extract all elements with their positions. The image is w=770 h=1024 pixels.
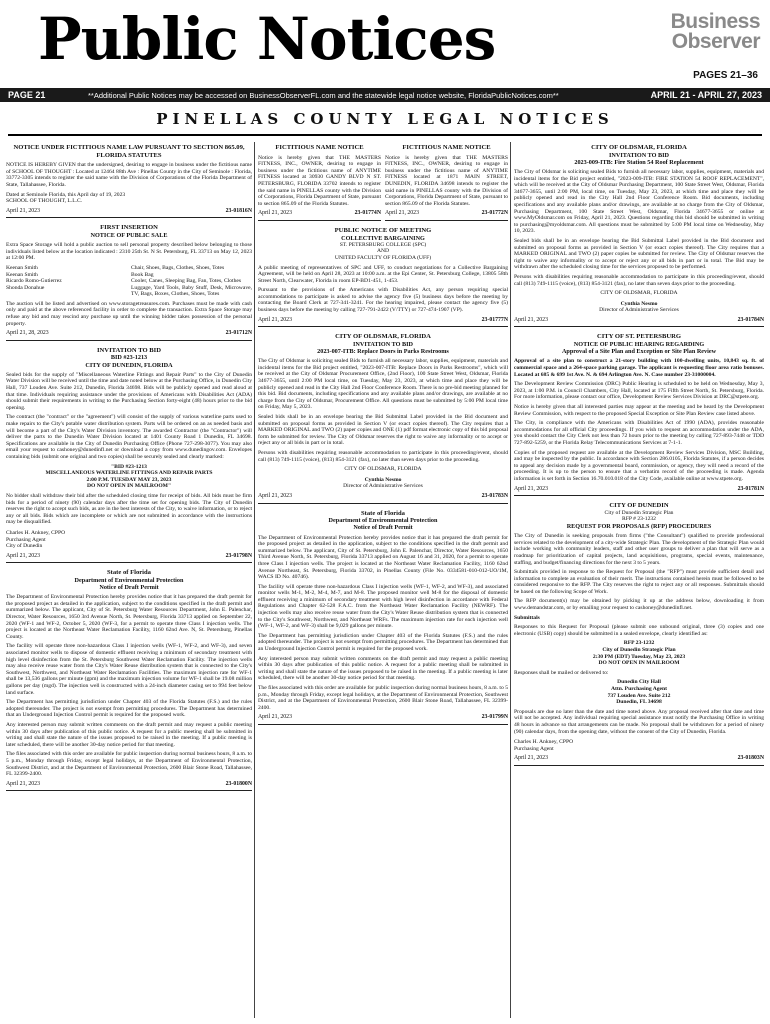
notice-footer xyxy=(6,330,252,337)
notice-heading: INVITATION TO BID xyxy=(96,346,161,354)
notice-subheading: INVITATION TO BID xyxy=(608,151,670,159)
notice-party: AND xyxy=(376,248,390,255)
notice-date: April 21, 2023 xyxy=(514,485,548,492)
signer-title: Director of Administrative Services xyxy=(599,307,679,314)
column-2 xyxy=(258,142,508,1018)
notice-party: ST. PETERSBURG COLLEGE (SPC) xyxy=(339,241,427,248)
notice-footer xyxy=(6,553,252,560)
column-1 xyxy=(6,142,252,1018)
notice-subheading: CITY OF DUNEDIN, FLORIDA xyxy=(85,361,173,369)
sale-name: Ricardo Romo-Gutierrez xyxy=(6,278,62,285)
notice-date: April 21, 2023 xyxy=(6,207,40,214)
notice-heading: CITY OF OLDSMAR, FLORIDA xyxy=(335,333,431,341)
notice-footer xyxy=(258,714,508,721)
sale-name: Keenan Smith xyxy=(6,271,38,278)
website-note: **Additional Public Notices may be accessed on BusinessObserverFL.com and the statewide legal notice website, FloridaPublicNotices.com** xyxy=(88,91,559,100)
notice-subheading: Department of Environmental Protection xyxy=(328,517,438,525)
notice-draft-permit xyxy=(258,508,508,725)
bid-line: 2:00 P.M. TUESDAY MAY 23, 2023 xyxy=(86,476,172,483)
notice-body: NOTICE IS HEREBY GIVEN that the undersigned, desiring to engage in business under the fictitious name of SCHOOL OF THOUGHT : Located at 12464 88th Ave : Pinellas County in the City of Seminole : Florida, 33772-3305 intends to register the said name with the Division of Corporations of the Florida Department of State, Tallahassee, Florida. xyxy=(6,162,252,188)
notice-date: April 21, 2023 xyxy=(6,552,40,559)
notice-footer xyxy=(6,208,252,215)
sale-item: Book Bag xyxy=(131,271,154,278)
notice-oldsmar-itb-doors xyxy=(258,331,508,503)
notice-body: Pursuant to the provisions of the Americans with Disabilities Act, any person requiring special accommodations to participate is asked to advise the agency five (5) business days before the meeting by contacting the Board Clerk at 727-341-3241. For the hearing impaired, please contact the agency five (5) business days before the meeting by calling 727-791-2422 (V/TTY) or 727-474-1907 (VP). xyxy=(258,287,508,314)
sale-name: Keenan Smith xyxy=(6,264,38,271)
bid-label xyxy=(6,464,252,490)
bid-line: DO NOT OPEN IN MAILROOM" xyxy=(86,483,172,490)
business-observer-logo xyxy=(671,12,760,52)
notice-body: The City, in compliance with the Americans with Disabilities Act of 1990 (ADA), provides reasonable accommodations for all official City proceedings. If you wish to request an accommodation under the ADA, you should contact the City Clerk not less than 72 hours prior to the meeting by calling 727-893-7448 or TDD 727-892-5259, or the Florida Relay Telecommunications Services at 7-1-1. xyxy=(514,420,764,446)
notice-date: April 21, 2023 xyxy=(6,780,40,787)
notice-body: Responses to this Request for Proposal (please submit one unbound original, three (3) copies and one electronic (USB) copy) should be submitted in a sealed envelope, clearly identified as: xyxy=(514,624,764,637)
logo-line-1: Business xyxy=(670,10,760,33)
signer-title: Director of Administrative Services xyxy=(343,483,423,490)
notice-body: The facility will operate three non-hazardous Class I injection wells (WF-1, WF-2, and WF-3), and associated monitor wells M-1, M-2, M-4, M-7, and M-8. The proposed monitor well M-8 for the disposal of domestic effluent receiving a minimum of secondary treatment with high level disinfection in accordance with Federal Regulations and Chapter 62-528 F.A.C. from the Northeast Water Reclamation Facility (NEWRF). The injection wells may also receive reuse water from the City's Water Reuse distribution system that is connected to the City's Southwest, Northwest, and Northeast WRFs. The maximum injection rate for each injection well (WF-1, WF-2, and WF-3) shall be 9,029 gallons per minute. xyxy=(258,583,508,630)
notice-heading: State of Florida xyxy=(361,509,405,517)
notice-date: April 21, 2023 xyxy=(514,316,548,323)
rfp-line: City of Dunedin Strategic Plan xyxy=(602,647,676,654)
notice-subheading: INVITATION TO BID xyxy=(352,340,414,348)
notice-body: Sealed bids shall be in an envelope bearing the Bid Submittal Label provided in the Bid document and submitted on proposal forms as provided in Section V (or exact copies thereof). The City requires that a MARKED ORIGINAL and TWO (2) paper copies be submitted for review. The City of Oldsmar reserves the right to waive any informality or to accept or reject any or all bids in part or in total. The Bid may be withdrawn after the scheduled closing time for the services proposed to be performed. xyxy=(514,237,764,271)
signer-org: City of Dunedin xyxy=(6,543,43,550)
notice-heading: FIRST INSERTION xyxy=(100,224,158,232)
notice-footer xyxy=(258,210,381,217)
sale-item: Chair, Shoes, Bags, Clothes, Shoes, Totes xyxy=(131,264,225,271)
sale-item: Cooler, Canes, Sleeping Bag, Fan, Totes, Clothes xyxy=(131,278,242,285)
notice-body: The Department of Environmental Protection hereby provides notice that it has prepared the draft permit for the proposed project as detailed in the application, subject to the conditions specified in the draft permit and summarized below. The applicant, City of St. Petersburg Water Resources Department, John E. Palenchar, Director, Water Resources, 1650 3rd Avenue North, St. Petersburg, Florida 33713 applied on September 22, 2020 (WF-1 and WF-2, October 5, 2020 (WF-3, for a permit to operate three Class I injection wells. The project is located at the Northeast Water Reclamation Facility, 1160 62nd Ave. N, St. Petersburg, Pinellas County. xyxy=(6,594,252,640)
notice-footer xyxy=(258,317,508,324)
notice-body: Responses shall be mailed or delivered to: xyxy=(514,669,609,676)
notice-heading: CITY OF DUNEDIN xyxy=(609,502,669,510)
notice-subheading: BID #23-1213 xyxy=(110,354,148,362)
notice-subheading: Notice of Draft Permit xyxy=(353,524,413,532)
notice-body: Notice is hereby given that THE MASTERS FITNESS, INC., OWNER, desiring to engage in business under the fictitious name of ANYTIME FITNESS located at 1871 MAIN STREET, DUNEDIN, FLORIDA 34698 intends to register the said name in PINELLAS county with the Division of Corporations, Florida Department of State, pursuant to section 865.09 of the Florida Statutes. xyxy=(385,154,508,207)
notice-subheading: Notice of Draft Permit xyxy=(99,584,159,592)
fictitious-name-pair xyxy=(258,142,508,225)
notice-subheading: NOTICE OF PUBLIC HEARING REGARDING xyxy=(573,341,705,349)
notice-code: 23-01772N xyxy=(481,210,508,217)
notice-body: Sealed bids for the supply of "Miscellaneous Waterline Fittings and Repair Parts" to the City of Dunedin Water Division will be received until the time and date noted below at the Purchasing Office, in Dunedin City Hall, 737 Louden Ave. Suite 212, Dunedin, Florida 34698. Bids will be publicly opened and read aloud at that time. Individuals requiring assistance under the provisions of Americans with Disabilities Act (ADA) should submit their requirements in writing to the Purchasing Section forty-eight (48) hours prior to the bid opening. xyxy=(6,371,252,411)
notice-heading: NOTICE UNDER FICTITIOUS NAME LAW PURSUANT TO SECTION 865.09, FLORIDA STATUTES xyxy=(13,144,245,159)
notice-date: April 21, 2023 xyxy=(385,210,419,217)
notice-fictitious-name xyxy=(258,142,381,221)
notice-invitation-to-bid-dunedin xyxy=(6,345,252,563)
notice-code: 23-01712N xyxy=(225,330,252,337)
notice-body: A public meeting of representatives of SPC and UFF, to conduct negotiations for a Collective Bargaining Agreement, will be held on April 28, 2023 at 10:00 a.m. at the Epi Center, St. Petersburg College, 13805 58th Street North, Clearwater, Florida in room EP-BD1-451, 1-453. xyxy=(258,264,508,284)
info-bar xyxy=(0,88,770,102)
notice-dunedin-rfp xyxy=(514,500,764,766)
section-divider xyxy=(8,134,762,136)
notice-date: April 21, 2023 xyxy=(258,210,292,217)
logo-line-2: Observer xyxy=(671,30,760,53)
notice-subheading: NOTICE OF PUBLIC SALE xyxy=(90,231,168,239)
notice-subheading: City of Dunedin Strategic Plan xyxy=(604,509,674,516)
notice-body: The City of Oldsmar is soliciting sealed Bids to furnish all necessary labor, supplies, equipment, materials and incidental items for the Bid project entitled, "2023-007-ITB: Replace Doors in Parks Restrooms", which will be received at the City of Oldsmar Procurement Office, (2nd Floor), 100 State Street West, Oldsmar, Florida 34677-3655, until 2:00 PM local time, on Tuesday, May 23, 2023, at which time and place they will be publicly opened and read in the City Hall 2nd Floor Conference Room. There is no pre-bid meeting planned for this bid. Bid documents, including specifications and any available plans and/or drawings, are available at no charge from the City of Oldsmar, Procurement Office. All questions must be submitted by 5:00 PM local time on Friday, May 5, 2023. xyxy=(258,358,508,411)
notice-body: Sealed bids shall be in an envelope bearing the Bid Submittal Label provided in the Bid document and submitted on proposal forms as provided in Section V (or exact copies thereof). The City requires that a MARKED ORIGINAL and TWO (2) paper copies and ONE (1) pdf format electronic copy of this bid proposal form be submitted for review. The City of Oldsmar reserves the right to waive any informality or to accept or reject any or all bids in part or in total. xyxy=(258,414,508,447)
notice-public-meeting xyxy=(258,225,508,327)
notice-fictitious-name xyxy=(385,142,508,221)
notice-heading: PUBLIC NOTICE OF MEETING xyxy=(334,226,432,234)
notice-footer xyxy=(514,755,764,762)
notice-footer xyxy=(385,210,508,217)
notice-subheading: REQUEST FOR PROPOSALS (RFP) PROCEDURES xyxy=(566,522,712,530)
notice-footer xyxy=(514,486,764,493)
notice-body: Any interested person may submit written comments on the draft permit and may request a public meeting within 30 days after publication of this public notice. A request for a public meeting shall be submitted in writing and shall state the nature of the issues proposed to be raised in the meeting. If a public meeting is later scheduled, there will be another 30-day notice period for that meeting. xyxy=(6,721,252,748)
signer-name: Cynthia Nesmo xyxy=(620,300,658,307)
sale-item: Luggage, Yard Tools, Baby Stuff, Desk, Microwave, TV, Bags, Boxes, Clothes, Shoes, Totes xyxy=(131,284,252,298)
notice-body: No bidder shall withdraw their bid after the scheduled closing time for receipt of bids. All bids must be firm bids for a period of ninety (90) calendar days after the time set for opening bids. The City of Dunedin reserves the right to accept such bids, as are in the best interests of the City, to waive information, or to reject any or all bids. Bids which are incomplete or which are not submitted in accordance with the instructions may be disqualified. xyxy=(6,492,252,526)
notice-body: Notice is hereby given that all interested parties may appear at the meeting and be heard by the Development Review Commission, with respect to the proposed Special Exception or Site Plan Review case listed above. xyxy=(514,404,764,417)
notice-footer xyxy=(258,493,508,500)
notice-body: The RFP document(s) may be obtained by picking it up at the address below, downloading it from www.demandstar.com, or by emailing your request to cashoney@dunedinfl.net. xyxy=(514,598,764,612)
notice-heading: FICTITIOUS NAME NOTICE xyxy=(275,144,364,151)
notice-footer xyxy=(514,317,764,324)
notice-body: The Department has permitting jurisdiction under Chapter 403 of the Florida Statutes (F.S.) and the rules adopted thereunder. The project is not exempt from permitting procedures. The Department has determined that an Underground Injection Control permit is required for the proposed work. xyxy=(258,632,508,653)
notice-body: Persons with disabilities requiring reasonable accommodation to participate in this proceeding/event, should call (813) 749-1115 (voice), (813) 854-3121 (fax), no later than seven days prior to the proceeding. xyxy=(514,273,764,287)
notice-date: April 21, 28, 2023 xyxy=(6,330,49,337)
page-number: PAGE 21 xyxy=(8,90,46,100)
notice-subheading: RFP # 23-1232 xyxy=(622,516,656,523)
masthead-title: Public Notices xyxy=(38,5,496,73)
notice-st-petersburg-hearing xyxy=(514,331,764,496)
notice-body: The Development Review Commission (DRC) Public Hearing is scheduled to be held on Wednesday, May 3, 2023, at 1:00 P.M. in Council Chambers, City Hall, located at 175 Fifth Street North, St. Petersburg, Florida. For more information, please contact our office, Development Review Services Division at DRC@stpete.org. xyxy=(514,381,764,401)
notice-city: CITY OF OLDSMAR, FLORIDA xyxy=(600,290,678,297)
notice-body: Copies of the proposed request are available at the Development Review Services Division, MSC Building, and may be inspected by the public. In accordance with Section 286.0105, Florida Statutes, if a person decides to appeal any decision made by a governmental board, commission, or agency, they will need a record of the proceeding. It is up to the person to ensure that a verbatim record of the proceeding is made. Agenda information is set forth in Section 16.70.010.018 of the City Code, available online at www.stpete.org. xyxy=(514,449,764,482)
issue-dates: APRIL 21 - APRIL 27, 2023 xyxy=(650,90,762,100)
notice-date: April 21, 2023 xyxy=(258,492,292,499)
notice-footer xyxy=(6,781,252,788)
signer-title: Purchasing Agent xyxy=(6,536,46,543)
notice-fictitious-name-law xyxy=(6,142,252,218)
notice-heading: FICTITIOUS NAME NOTICE xyxy=(402,144,491,151)
notice-heading: State of Florida xyxy=(107,569,151,577)
rfp-line: DO NOT OPEN IN MAILROOM xyxy=(598,660,680,667)
notice-body: Extra Space Storage will hold a public auction to sell personal property described below belonging to those individuals listed below at the location indicated : 2310 25th St. N St. Petersburg, FL 33713 on May 12, 2023 at 12:00 PM. xyxy=(6,242,252,262)
notice-body: The City of Oldsmar is soliciting sealed Bids to furnish all necessary labor, supplies, equipment, materials and incidental items for the Bid project entitled, "2023-009-ITB: FIRE STATION 54 ROOF REPLACEMENT", which will be received at the City of Oldsmar Purchasing Department, 100 State Street West, Oldsmar, Florida 34677-3655, until 2:00 PM, local time, on Tuesday, May 23, 2023, at which time and place they will be publicly opened and read in the City Hall 2nd Floor Conference Room. Bid documents, including specifications and any available plans and/or drawings, are available at no charge from the City of Oldsmar, Purchasing Department, 100 State Street West, Oldsmar, Florida 34677-3655 or online at www.MyOldsmar.com on Friday, April 21, 2023. Questions regarding this bid should be submitted in writing to purchasing@myoldsmar.com. All questions must be submitted by 5:00 PM local time on Wednesday, May 10, 2023. xyxy=(514,169,764,235)
notice-body: The files associated with this order are available for public inspection during normal business hours, 8 a.m. to 5 p.m., Monday through Friday, except legal holidays, at the Department of Environmental Protection, Southwest District, and at the Department of Environmental Protection, 2600 Blair Stone Road, Tallahassee, FL 32399-2400. xyxy=(6,751,252,778)
rfp-label xyxy=(514,640,764,666)
notice-draft-permit xyxy=(6,567,252,791)
rfp-line: 2:30 PM (EDT) Tuesday, May 23, 2023 xyxy=(592,653,686,660)
notice-body: Notice is hereby given that THE MASTERS FITNESS, INC., OWNER, desiring to engage in business under the fictitious name of ANYTIME FITNESS located at 30930 GANDY BLVD N ST. PETERSBURG, FLORIDA 33702 intends to register the said name in PINELLAS county with the Division of Corporations, Florida Department of State, pursuant to section 865.09 of the Florida Statutes. xyxy=(258,154,381,207)
notice-code: 23-01800N xyxy=(225,780,252,787)
notice-code: 23-01777N xyxy=(481,316,508,323)
bid-line: MISCELLANEOUS WATERLINE FITTINGS AND REPAIR PARTS xyxy=(45,470,213,477)
notice-dated: Dated at Seminole Florida, this April day of 19, 2023 xyxy=(6,191,126,198)
notice-body: The Department has permitting jurisdiction under Chapter 403 of the Florida Statutes (F.S.) and the rules adopted thereunder. The project is not exempt from permitting procedures. The Department has determined that an Underground Injection Control permit is required for the proposed work. xyxy=(6,699,252,719)
notice-subheading: 2023-007-ITB: Replace Doors in Parks Restrooms xyxy=(317,348,449,356)
signature-block xyxy=(6,530,252,550)
notice-subheading: Department of Environmental Protection xyxy=(74,576,184,584)
submittals-heading: Submittals xyxy=(514,614,540,621)
notice-oldsmar-itb-roof xyxy=(514,142,764,327)
notice-code: 23-01784N xyxy=(737,316,764,323)
bid-line: "BID #23-1213 xyxy=(111,463,147,470)
notice-subheading: Approval of a Site Plan and Exception or Site Plan Review xyxy=(561,348,717,356)
notice-body: The facility will operate three non-hazardous Class I injection wells (WF-1, WF-2, and WF-3), and seven associated monitor wells to dispose of domestic effluent receiving a minimum of secondary treatment with high level disinfection from the St. Petersburg Southwest Water Reclamation Facility. The injection wells may also receive reuse water from the City's Water Reuse distribution system that is connected to the City's Southwest, Northwest, and Northeast Water Reclamation Facilities. The maximum injection rate for WF-1 shall be 13,536 gallons per minute (gpm) and the maximum injection volume for WF-1 shall be 19.08 million gallons per day (mgd). The injection well is constructed with a 24-inch diameter casing set to 994 feet below land surface. xyxy=(6,643,252,696)
notice-public-sale xyxy=(6,222,252,341)
notice-body: The City of Dunedin is seeking proposals from firms ("the Consultant") qualified to provide professional services related to the development of a city-wide Strategic Plan. The development of the Strategic Plan would include working with community leaders, staff and other user groups to deliver a plan that will serve as a roadmap for prioritization of capital projects, land acquisitions, programs, special events, maintenance, staffing, and budget/financing directions for the next 3 to 5 years. xyxy=(514,533,764,566)
notice-body: The contract (the "contract" or the "agreement") will consist of the supply of various waterline parts used to make repairs to the City's potable water distribution system. Parts will be ordered on an as needed basis and will become a part of the City's Water Division inventory. The awarded Contractor (the "Contractor") will deliver the parts to the Dunedin Water Division located at 1401 County Road 1 Dunedin, FL 34698. Specifications are available in the City of Dunedin Purchasing Office (Phone 727-298-3077). You may also email your request to cashoney@dunedinfl.net or download a copy from www.dunedingov.com. Envelopes containing bids (submit one original and two copies) shall be securely sealed and clearly marked: xyxy=(6,414,252,460)
notice-code: 23-01803N xyxy=(737,755,764,762)
signer-name: Charles H. Ankney, CPPO xyxy=(6,529,66,536)
notice-owner: SCHOOL OF THOUGHT, L.L.C. xyxy=(6,198,83,205)
section-title: PINELLAS COUNTY LEGAL NOTICES xyxy=(156,110,614,128)
notice-code: 23-01816N xyxy=(225,207,252,214)
notice-date: April 21, 2023 xyxy=(514,755,548,762)
sale-name: Shonda Donahue xyxy=(6,284,45,291)
notice-body: Approval of a site plan to construct a 21-story building with 100-dwelling units, 10,843 sq. ft. of commercial space and a 264-space parking garage. The applicant is requesting floor area ratio bonuses. Located at 685 & 699 1st Ave. N. & 694 Arlington Ave. N. Case number 23-31000004. xyxy=(514,358,764,378)
column-3 xyxy=(514,142,764,1018)
address-line: Dunedin City Hall xyxy=(617,679,661,686)
notice-code: 23-01774N xyxy=(354,210,381,217)
signer-name: Cynthia Nesmo xyxy=(364,476,402,483)
page-range: PAGES 21–36 xyxy=(693,70,758,81)
column-divider xyxy=(510,142,511,1018)
notice-subheading: COLLECTIVE BARGAINING xyxy=(341,234,425,242)
notice-heading: CITY OF OLDSMAR, FLORIDA xyxy=(591,144,687,151)
sale-names xyxy=(6,265,127,298)
notice-code: 23-01798N xyxy=(225,552,252,559)
signer-title: Purchasing Agent xyxy=(514,745,554,752)
notice-code: 23-01799N xyxy=(481,714,508,721)
sale-table xyxy=(6,265,252,298)
notice-city: CITY OF OLDSMAR, FLORIDA xyxy=(344,466,422,473)
notice-code: 23-01781N xyxy=(737,485,764,492)
address-line: Attn. Purchasing Agent xyxy=(611,686,667,693)
notice-body: Submittals provided in response to the Request for Proposal (the "RFP") must provide sufficient detail and information to complete an evaluation of their merit. The instructions contained herein must be followed to be considered responsive to the RFP. The City reserves the right to reject any or all responses. Submittals should be based on the following Scope of Work. xyxy=(514,569,764,595)
notice-body: Any interested person may submit written comments on the draft permit and may request a public meeting within 30 days after publication of this public notice. A request for a public meeting shall be submitted in writing and shall state the nature of the issues proposed to be raised in the meeting. If a public meeting is later scheduled, there will be another 30-day notice period for that meeting. xyxy=(258,655,508,682)
notice-date: April 21, 2023 xyxy=(258,714,292,721)
notice-subheading: 2023-009-ITB: Fire Station 54 Roof Replacement xyxy=(574,158,704,166)
column-divider xyxy=(254,142,255,1018)
sale-items xyxy=(131,265,252,298)
address-line: 737 Louden Ave. Suite 212 xyxy=(607,692,671,699)
delivery-address xyxy=(514,679,764,705)
notice-body: The Department of Environmental Protection hereby provides notice that it has prepared the draft permit for the proposed project as detailed in the application, subject to the conditions specified in the draft permit and summarized below. The applicant, City of St. Petersburg, John E. Palenchar, Director, Water Resources, 1650 Third Avenue North, St. Petersburg, Florida 33713 applied on August 16 and 31, 2020, for a permit to operate three Class I injection wells. The project is located at the Northeast Water Reclamation Facility, 1160 62nd Avenue Northeast, St. Petersburg, Florida 33702, in Pinellas County (File No. 0334581-010-012-UO/1M, WACS ID No. 40746). xyxy=(258,534,508,581)
notice-body: Persons with disabilities requiring reasonable accommodation to participate in this proceeding/event, should call (813) 749-1115 (voice), (813) 854-3121 (fax), no later than seven days prior to the proceeding. xyxy=(258,449,508,463)
rfp-line: RFP 23-1232 xyxy=(623,640,655,647)
notice-body: Proposals are due no later than the date and time noted above. Any proposal received after that date and time will not be accepted. Any individual requiring special assistance must notify the Purchasing Office in writing 48 hours in advance so that arrangements can be made. No proposal shall be withdrawn for a period of ninety (90) calendar days, from the opening date, without the consent of the City of Dunedin, Florida. xyxy=(514,708,764,735)
signer-name: Charles H. Ankney, CPPO xyxy=(514,739,574,746)
notice-party: UNITED FACULTY OF FLORIDA (UFF) xyxy=(334,254,432,261)
notice-heading: CITY OF ST. PETERSBURG xyxy=(596,333,682,341)
signature-block xyxy=(514,739,764,752)
notice-date: April 21, 2023 xyxy=(258,316,292,323)
address-line: Dunedin, FL 34698 xyxy=(616,699,662,706)
notice-body: The files associated with this order are available for public inspection during normal business hours, 8 a.m. to 5 p.m., Monday through Friday, except legal holidays, at the Department of Environmental Protection, Southwest District, and at the Department of Environmental Protection, 2600 Blair Stone Road, Tallahassee, FL 32399-2400. xyxy=(258,685,508,711)
masthead xyxy=(0,0,770,86)
notice-body: The auction will be listed and advertised on www.storagetreasures.com. Purchases must be made with cash only and paid at the above referenced facility in order to complete the transaction. Extra Space Storage may refuse any bid and may rescind any purchase up until the winning bidder takes possession of the personal property. xyxy=(6,300,252,327)
notice-code: 23-01783N xyxy=(481,492,508,499)
